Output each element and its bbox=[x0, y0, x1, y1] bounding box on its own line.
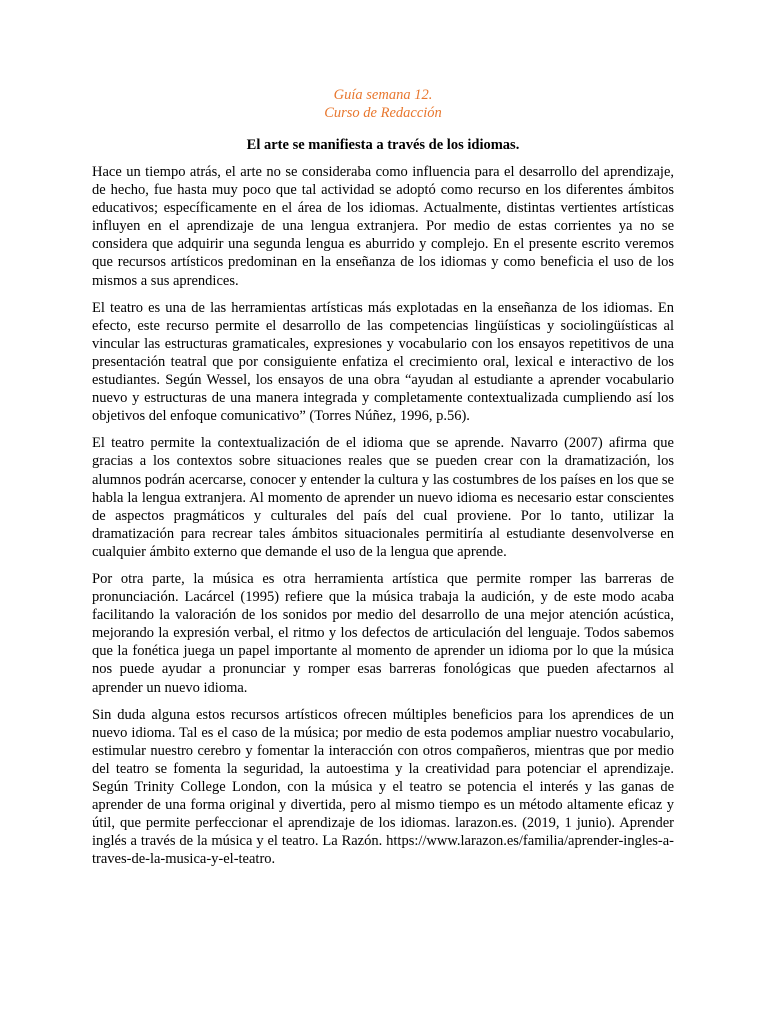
paragraph-music: Por otra parte, la música es otra herramienta artística que permite romper las barreras de pronunciación. Lacárcel (1995) refiere que la música trabaja la audición, y de este modo acaba facilitando la valoración de los sonidos por medio del desarrollo de una mejor atención acústica, mejorando la expresión verbal, el ritmo y los defectos de articulación del lenguaje. Todos sabemos que la fonética juega un papel importante al momento de aprender un idioma por lo que la música nos puede ayudar a pronunciar y romper esas barreras fonológicas que pueden afectarnos al aprender un nuevo idioma. bbox=[92, 570, 674, 696]
paragraph-theatre: El teatro es una de las herramientas artísticas más explotadas en la enseñanza de los idiomas. En efecto, este recurso permite el desarrollo de las competencias lingüísticas y sociolingüísticas al vincular las estructuras gramaticales, expresiones y vocabulario con los ensayos repetitivos de una presentación teatral que por consiguiente enfatiza el crecimiento oral, lexical e interactivo de los estudiantes. Según Wessel, los ensayos de una obra “ayudan al estudiante a aprender vocabulario nuevo y estructuras de una manera integrada y completamente contextualizada cumpliendo así los objetivos del enfoque comunicativo” (Torres Núñez, 1996, p.56). bbox=[92, 299, 674, 425]
document-page bbox=[92, 86, 674, 877]
document-title: El arte se manifiesta a través de los idiomas. bbox=[246, 137, 520, 153]
guide-week-heading: Guía semana 12. bbox=[333, 87, 433, 103]
course-heading: Curso de Redacción bbox=[324, 105, 442, 121]
paragraph-contextualization: El teatro permite la contextualización de el idioma que se aprende. Navarro (2007) afirma que gracias a los contextos sobre situaciones reales que se pueden crear con la dramatización, los alumnos podrán acercarse, conocer y entender la cultura y las costumbres de los países en los que se habla la lengua extranjera. Al momento de aprender un nuevo idioma es necesario estar conscientes de aspectos pragmáticos y culturales del país del cual proviene. Por lo tanto, utilizar la dramatización para recrear tales ámbitos situacionales permitiría al estudiante desenvolverse en cualquier ámbito externo que demande el uso de la lengua que aprende. bbox=[92, 435, 674, 560]
paragraph-conclusion: Sin duda alguna estos recursos artísticos ofrecen múltiples beneficios para los aprendices de un nuevo idioma. Tal es el caso de la música; por medio de esta podemos ampliar nuestro vocabulario, estimular nuestro cerebro y fomentar la interacción con otros compañeros, mientras que por medio del teatro se fomenta la seguridad, la autoestima y la creatividad para potenciar el aprendizaje. Según Trinity College London, con la música y el teatro se potencia el interés y las ganas de aprender de una forma original y divertida, pero al mismo tiempo es un método altamente eficaz y útil, que permite perfeccionar el aprendizaje de los idiomas. larazon.es. (2019, 1 junio). Aprender inglés a través de la música y el teatro. La Razón. https://www.larazon.es/familia/aprender-ingles-a-traves-de-la-musica-y-el-teatro. bbox=[92, 706, 674, 868]
paragraph-intro: Hace un tiempo atrás, el arte no se consideraba como influencia para el desarrollo del aprendizaje, de hecho, fue hasta muy poco que tal actividad se adoptó como recurso en los diferentes ámbitos educativos; específicamente en el área de los idiomas. Actualmente, distintas vertientes artísticas influyen en el aprendizaje de una lengua extranjera. Por medio de estas corrientes ya no se considera que adquirir una segunda lengua es aburrido y complejo. En el presente escrito veremos que recursos artísticos predominan en la enseñanza de los idiomas y como beneficia el uso de los mismos a sus aprendices. bbox=[92, 164, 674, 289]
